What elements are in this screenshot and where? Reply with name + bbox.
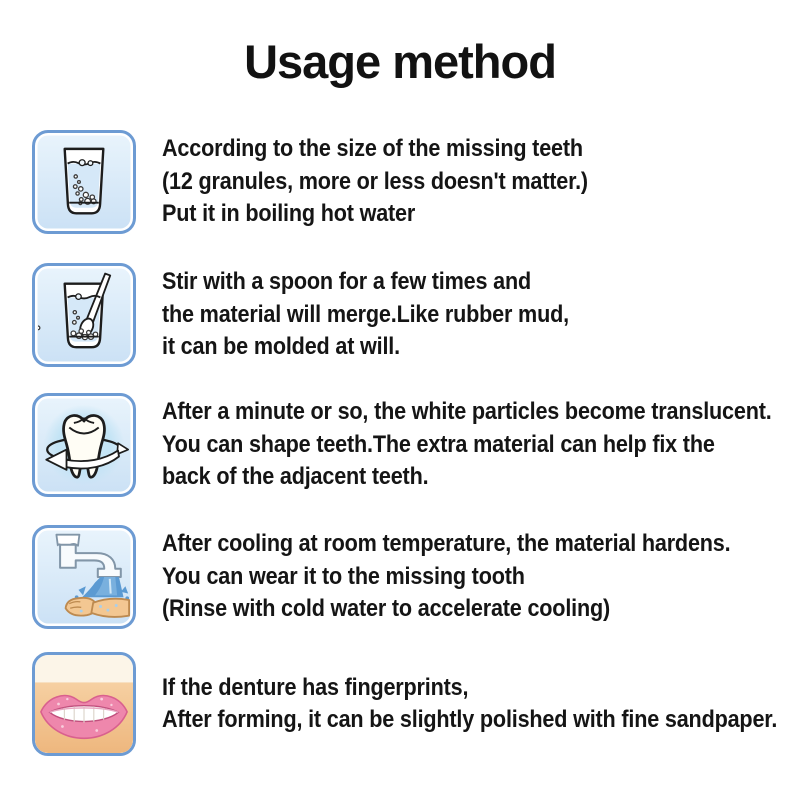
- step5-icon-box: [32, 652, 136, 756]
- step4-icon-box: [32, 525, 136, 629]
- step2-text: [162, 266, 569, 364]
- lips-teeth-icon: [35, 655, 133, 753]
- step2-icon-box: [32, 263, 136, 367]
- step-line: You can shape teeth.The extra material can help fix the: [162, 430, 715, 458]
- step-line: (12 granules, more or less doesn't matter.): [162, 167, 588, 195]
- step1-icon-box: [32, 130, 136, 234]
- step-line: the material will merge.Like rubber mud,: [162, 300, 569, 328]
- step5-text: [162, 672, 777, 737]
- step3-icon-box: [32, 393, 136, 497]
- step-row-4: [32, 525, 800, 629]
- tooth-rotate-icon: [38, 399, 130, 491]
- step-line: back of the adjacent teeth.: [162, 463, 429, 491]
- step-row-1: [32, 130, 800, 234]
- water-glass-icon: [38, 136, 130, 228]
- step-line: it can be molded at will.: [162, 333, 400, 361]
- step3-text: [162, 396, 772, 494]
- step-line: After forming, it can be slightly polished with fine sandpaper.: [162, 706, 778, 733]
- page-title: Usage method: [244, 35, 556, 88]
- step-line: Stir with a spoon for a few times and: [162, 268, 531, 296]
- step4-text: [162, 528, 730, 626]
- step-line: After cooling at room temperature, the material hardens.: [162, 530, 731, 558]
- step-line: Put it in boiling hot water: [162, 200, 416, 228]
- step-line: You can wear it to the missing tooth: [162, 562, 525, 590]
- step-row-3: [32, 393, 800, 497]
- stir-spoon-glass-icon: [38, 269, 130, 361]
- step-line: After a minute or so, the white particles become translucent.: [162, 398, 772, 426]
- step-line: (Rinse with cold water to accelerate cooling): [162, 595, 611, 623]
- step1-text: [162, 133, 588, 231]
- faucet-rinse-hands-icon: [38, 531, 130, 623]
- step-line: If the denture has fingerprints,: [162, 673, 469, 701]
- step-row-2: [32, 263, 800, 367]
- step-line: According to the size of the missing teeth: [162, 135, 583, 163]
- step-row-5: [32, 652, 800, 756]
